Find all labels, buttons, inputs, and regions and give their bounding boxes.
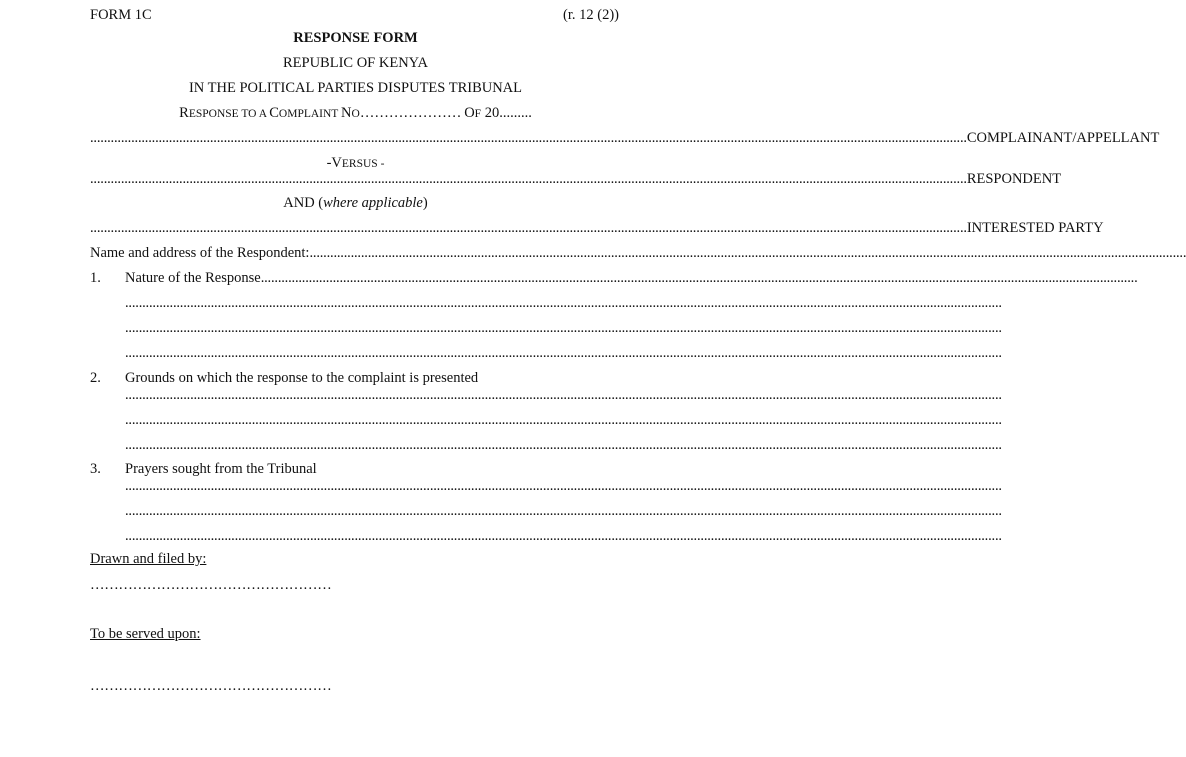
item-2-blank-line: ................................................................................................................................................................................................................................................................ — [125, 437, 1002, 453]
complaint-number-line: RESPONSE TO A COMPLAINT NO………………… OF 20......... — [179, 105, 532, 121]
drawn-filed-label: Drawn and filed by: — [90, 551, 207, 567]
rule-reference: (r. 12 (2)) — [563, 7, 619, 23]
interested-party-label: INTERESTED PARTY — [966, 220, 1104, 236]
item-1-blank-line: ................................................................................................................................................................................................................................................................ — [125, 345, 1002, 361]
item-2-blank-line: ................................................................................................................................................................................................................................................................ — [125, 387, 1002, 403]
form-title: RESPONSE FORM — [293, 30, 418, 46]
item-2-label: Grounds on which the response to the complaint is presented — [125, 370, 479, 386]
complaint-number-blank: ………………… — [359, 105, 462, 121]
interested-party-line — [90, 219, 1104, 237]
tribunal-heading: IN THE POLITICAL PARTIES DISPUTES TRIBUNAL — [188, 80, 523, 96]
complaint-year: 20......... — [481, 105, 532, 121]
item-3-blank-line: ................................................................................................................................................................................................................................................................ — [125, 503, 1002, 519]
item-1-number: 1. — [90, 270, 101, 286]
item-1-blank-line: ................................................................................................................................................................................................................................................................ — [125, 295, 1002, 311]
respondent-name-address-blank: ................................................................................................................................................................................................................................................................ — [309, 245, 1186, 261]
respondent-line — [90, 170, 1062, 188]
respondent-blank: ................................................................................................................................................................................................................................................................ — [90, 171, 967, 187]
item-2-blank-line: ................................................................................................................................................................................................................................................................ — [125, 412, 1002, 428]
item-1-label: Nature of the Response — [125, 270, 261, 286]
respondent-label: RESPONDENT — [966, 171, 1062, 187]
item-2-number: 2. — [90, 370, 101, 386]
form-number: FORM 1C — [90, 7, 152, 23]
item-1-blank-line: ................................................................................................................................................................................................................................................................ — [125, 320, 1002, 336]
item-3-blank-line: ................................................................................................................................................................................................................................................................ — [125, 528, 1002, 544]
respondent-name-address-label: Name and address of the Respondent: — [90, 245, 310, 261]
versus-label: -VERSUS - — [326, 155, 385, 171]
respondent-name-address-line — [90, 244, 1186, 262]
complainant-blank: ................................................................................................................................................................................................................................................................ — [90, 130, 967, 146]
complainant-line — [90, 129, 1160, 147]
drawn-filed-signature-line: …………………………………………… — [90, 577, 332, 593]
item-3-label: Prayers sought from the Tribunal — [125, 461, 317, 477]
complainant-label: COMPLAINANT/APPELLANT — [966, 130, 1160, 146]
item-3-blank-line: ................................................................................................................................................................................................................................................................ — [125, 478, 1002, 494]
interested-party-blank: ................................................................................................................................................................................................................................................................ — [90, 220, 967, 236]
item-1-line — [125, 269, 1138, 287]
served-upon-label: To be served upon: — [90, 626, 201, 642]
and-where-applicable: AND (where applicable) — [283, 195, 428, 211]
served-upon-signature-line: …………………………………………… — [90, 678, 332, 694]
republic-heading: REPUBLIC OF KENYA — [282, 55, 428, 71]
item-1-blank: ................................................................................................................................................................................................................................................................ — [260, 270, 1138, 286]
item-3-number: 3. — [90, 461, 101, 477]
